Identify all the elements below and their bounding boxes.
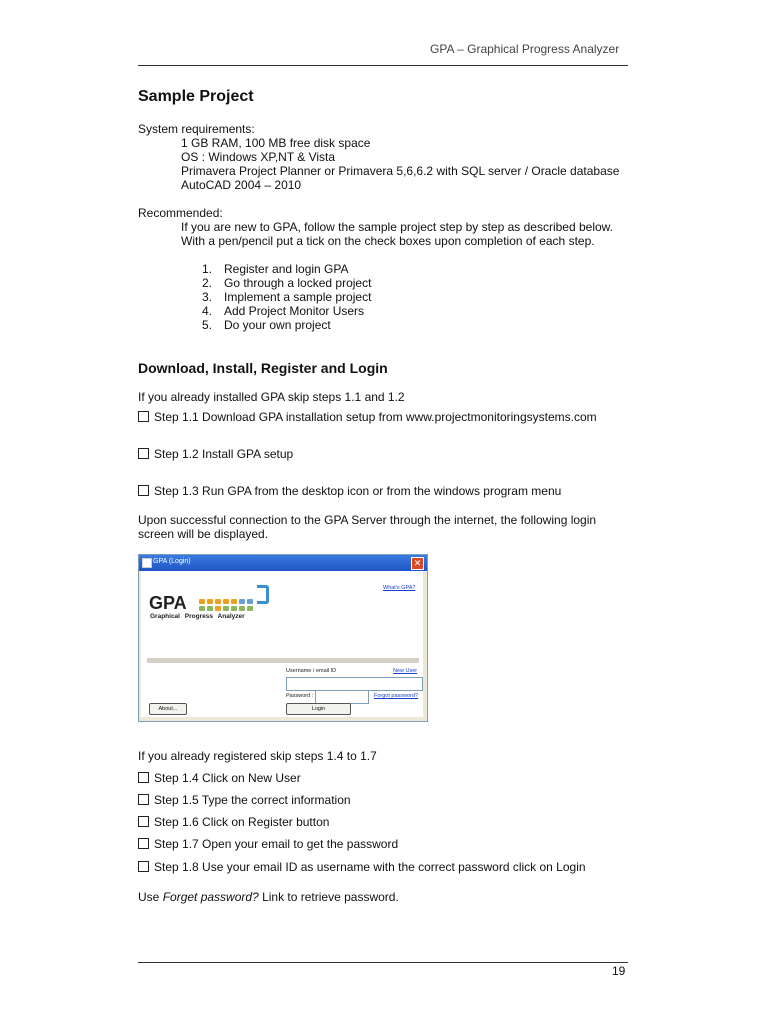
step-text: Step 1.7 Open your email to get the password <box>154 837 399 851</box>
gpa-logo-text: GPA <box>149 593 187 613</box>
checkbox[interactable] <box>138 861 149 872</box>
step-row <box>138 815 329 829</box>
step-row <box>138 837 398 851</box>
window-title: GPA (Login) <box>153 558 191 565</box>
recommended-label: Recommended: <box>138 206 223 220</box>
sysreq-item: Primavera Project Planner or Primavera 5,6,6.2 with SQL server / Oracle database <box>181 164 620 178</box>
forgot-password-note <box>138 890 399 904</box>
sysreq-item: OS : Windows XP,NT & Vista <box>181 150 336 164</box>
logo-bracket-icon <box>257 585 269 604</box>
checkbox[interactable] <box>138 816 149 827</box>
checkbox[interactable] <box>138 772 149 783</box>
whats-gpa-link[interactable]: What's GPA? <box>383 585 416 591</box>
step-row <box>138 447 293 461</box>
connection-text: Upon successful connection to the GPA Server through the internet, the following login <box>138 513 597 527</box>
recommended-text: With a pen/pencil put a tick on the check boxes upon completion of each step. <box>181 234 595 248</box>
gpa-logo-subtitle: Graphical Progress Analyzer <box>150 613 245 620</box>
recommended-text: If you are new to GPA, follow the sample project step by step as described below. <box>181 220 614 234</box>
step-text: Step 1.4 Click on New User <box>154 771 301 785</box>
step-text: Step 1.5 Type the correct information <box>154 793 351 807</box>
step-row <box>138 771 301 785</box>
close-icon[interactable]: ✕ <box>411 557 424 570</box>
checkbox[interactable] <box>138 838 149 849</box>
list-number: 3. <box>202 290 213 304</box>
header-rule <box>138 65 628 66</box>
list-item: Register and login GPA <box>224 262 349 276</box>
list-item: Do your own project <box>224 318 331 332</box>
password-label: Password : <box>286 693 314 699</box>
progress-bar <box>147 658 419 663</box>
step-text: Step 1.1 Download GPA installation setup from www.projectmonitoringsystems.com <box>154 410 597 424</box>
step-row <box>138 793 351 807</box>
password-input[interactable] <box>315 690 369 704</box>
username-input[interactable] <box>286 677 423 691</box>
window-title-bar[interactable] <box>139 555 427 571</box>
page-header-title: GPA – Graphical Progress Analyzer <box>430 42 620 56</box>
new-user-link[interactable]: New User <box>393 668 418 674</box>
connection-text: screen will be displayed. <box>138 527 269 541</box>
list-number: 1. <box>202 262 213 276</box>
list-number: 2. <box>202 276 213 290</box>
step-text: Step 1.8 Use your email ID as username with the correct password click on Login <box>154 860 586 874</box>
list-number: 4. <box>202 304 213 318</box>
login-window-screenshot <box>138 554 428 722</box>
app-icon <box>142 558 152 568</box>
note-link-name: Forget password? <box>162 890 259 904</box>
page-number: 19 <box>612 964 626 978</box>
system-requirements-label: System requirements: <box>138 122 255 136</box>
section-title-sample-project: Sample Project <box>138 88 254 105</box>
login-button[interactable]: Login <box>286 703 351 715</box>
username-label: Username / email ID <box>286 668 337 674</box>
checkbox[interactable] <box>138 448 149 459</box>
skip-note: If you already registered skip steps 1.4 to 1.7 <box>138 749 377 763</box>
section-title-download-install: Download, Install, Register and Login <box>138 360 388 376</box>
sysreq-item: AutoCAD 2004 – 2010 <box>181 178 302 192</box>
forgot-password-link[interactable]: Forgot password? <box>374 693 419 699</box>
list-item: Implement a sample project <box>224 290 372 304</box>
checkbox[interactable] <box>138 411 149 422</box>
skip-note: If you already installed GPA skip steps 1.1 and 1.2 <box>138 390 405 404</box>
list-number: 5. <box>202 318 213 332</box>
step-text: Step 1.6 Click on Register button <box>154 815 330 829</box>
step-row <box>138 484 561 498</box>
checkbox[interactable] <box>138 794 149 805</box>
checkbox[interactable] <box>138 485 149 496</box>
sysreq-item: 1 GB RAM, 100 MB free disk space <box>181 136 371 150</box>
step-row <box>138 410 597 424</box>
about-button[interactable]: About... <box>149 703 187 715</box>
note-prefix: Use <box>138 890 163 904</box>
note-suffix: Link to retrieve password. <box>258 890 399 904</box>
step-row <box>138 860 586 874</box>
step-text: Step 1.2 Install GPA setup <box>154 447 294 461</box>
footer-rule <box>138 962 628 963</box>
list-item: Go through a locked project <box>224 276 372 290</box>
list-item: Add Project Monitor Users <box>224 304 365 318</box>
window-body <box>141 571 423 717</box>
step-text: Step 1.3 Run GPA from the desktop icon or from the windows program menu <box>154 484 562 498</box>
